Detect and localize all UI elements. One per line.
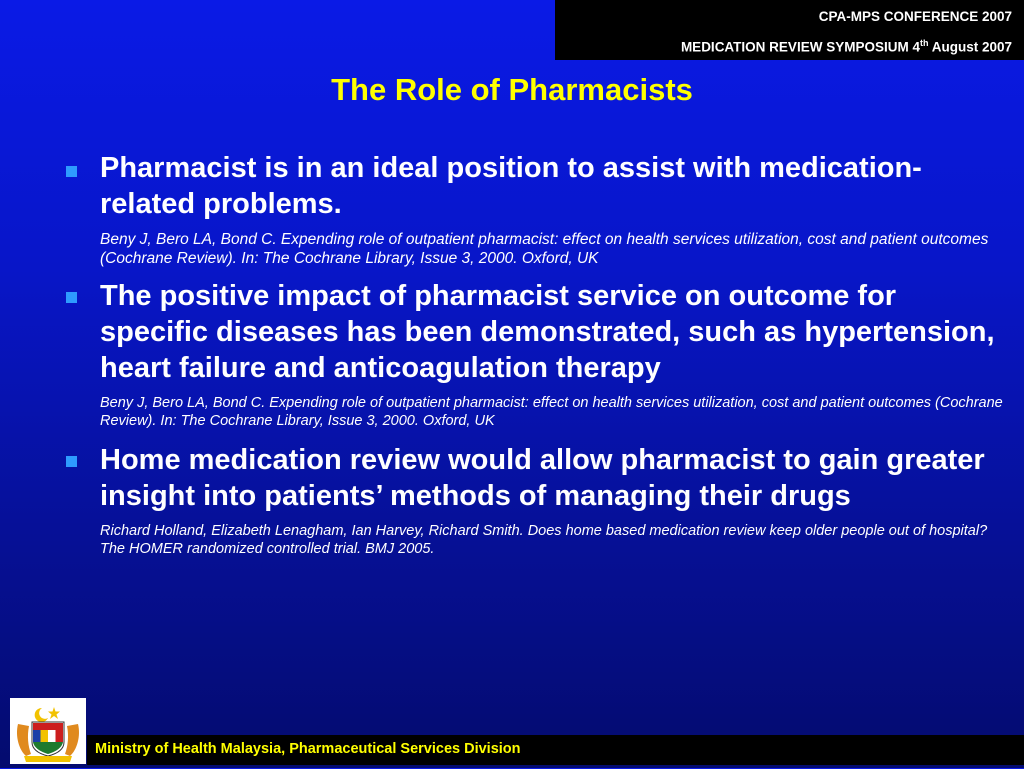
bullet-citation: Beny J, Bero LA, Bond C. Expending role of outpatient pharmacist: effect on health services utilization, cost and patient outcomes (Cochrane Review). In: The Cochrane Library, Issue 3, 2000. Oxford, UK <box>100 231 989 267</box>
square-bullet-icon <box>66 292 77 303</box>
symposium-suffix: August 2007 <box>928 39 1012 55</box>
footer-bar <box>87 735 1024 765</box>
conference-header <box>555 0 1024 60</box>
square-bullet-icon <box>66 166 77 177</box>
square-bullet-icon <box>66 456 77 467</box>
symposium-sup: th <box>919 38 929 48</box>
bullet-text: The positive impact of pharmacist service on outcome for specific diseases has been demonstrated, such as hypertension, heart failure and anticoagulation therapy <box>100 280 995 384</box>
malaysia-coat-of-arms-icon <box>10 698 86 764</box>
bullet-item <box>62 278 1007 430</box>
bullet-text: Home medication review would allow pharmacist to gain greater insight into patients’ methods of managing their drugs <box>100 444 985 512</box>
conference-title: CPA-MPS CONFERENCE 2007 <box>818 9 1012 24</box>
symposium-title <box>681 38 1012 55</box>
bullet-item <box>62 150 1007 268</box>
slide-title: The Role of Pharmacists <box>331 72 693 107</box>
bullet-text: Pharmacist is in an ideal position to assist with medication-related problems. <box>100 152 922 220</box>
symposium-prefix: MEDICATION REVIEW SYMPOSIUM 4 <box>680 39 920 55</box>
bullet-citation: Richard Holland, Elizabeth Lenagham, Ian Harvey, Richard Smith. Does home based medication review keep older people out of hospital? The HOMER randomized controlled trial. BMJ 2005. <box>100 523 988 557</box>
bullet-item <box>62 442 1007 558</box>
bullet-citation: Beny J, Bero LA, Bond C. Expending role of outpatient pharmacist: effect on health services utilization, cost and patient outcomes (Cochrane Review). In: The Cochrane Library, Issue 3, 2000. Oxford, UK <box>100 395 1003 429</box>
bullet-list <box>62 150 1007 558</box>
footer-text: Ministry of Health Malaysia, Pharmaceutical Services Division <box>95 741 521 757</box>
ministry-logo <box>10 698 86 764</box>
